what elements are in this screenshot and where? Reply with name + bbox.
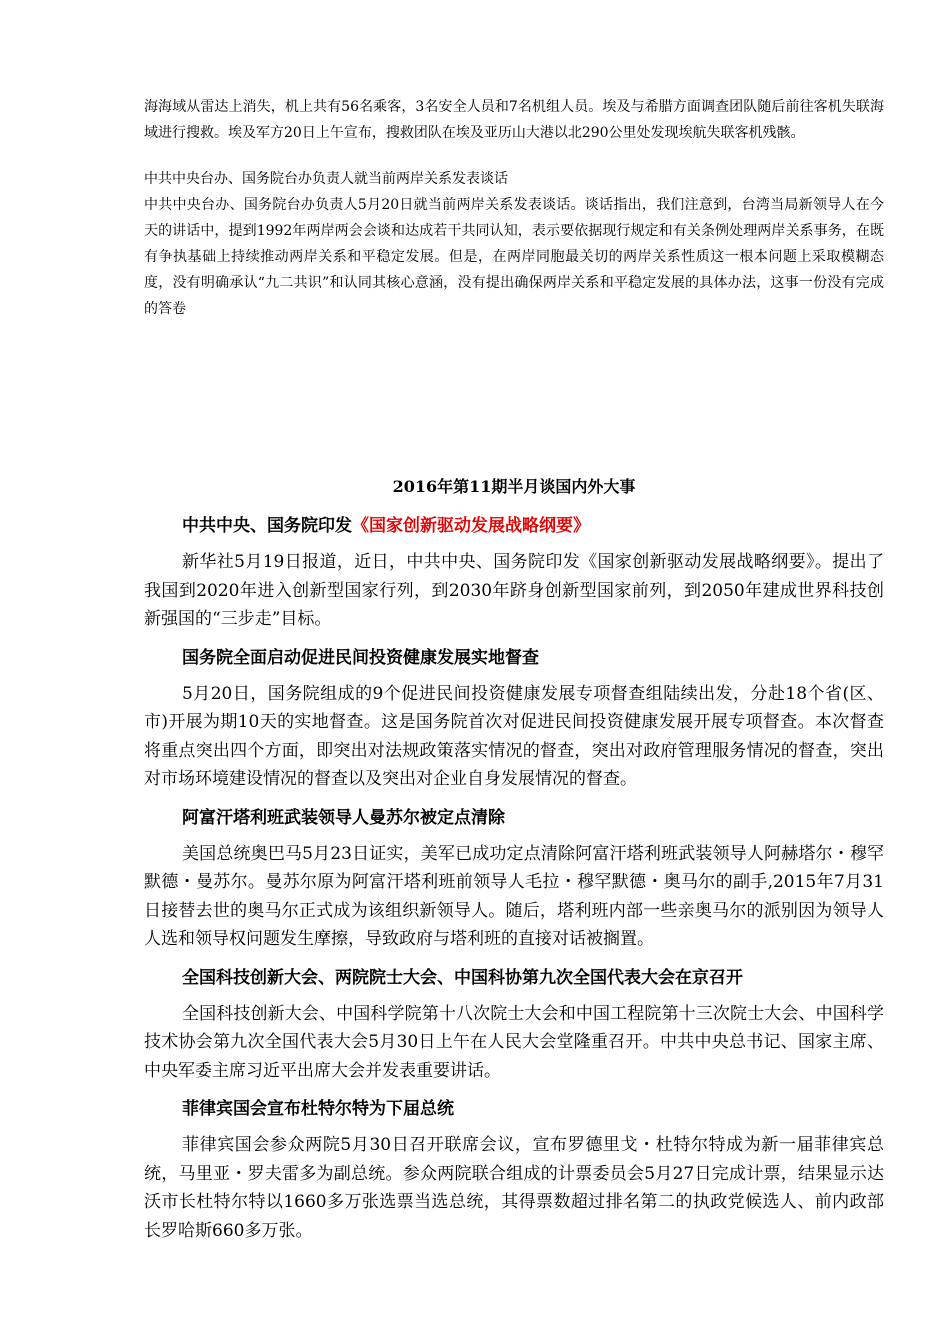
news-title [144, 1093, 884, 1125]
news-item [144, 1093, 884, 1245]
talk-title: 中共中央台办、国务院台办负责人就当前两岸关系发表谈话 [144, 171, 508, 187]
news-title-text: 国务院全面启动促进民间投资健康发展实地督查 [182, 647, 539, 668]
news-body: 新华社5月19日报道，近日，中共中央、国务院印发《国家创新驱动发展战略纲要》。提出了我国到2020年进入创新型国家行列，到2030年跻身创新型国家前列，到2050年建成世界科技创新强国的“三步走”目标。 [144, 552, 884, 629]
talk-body: 中共中央台办、国务院台办负责人5月20日就当前两岸关系发表谈话。谈话指出，我们注意到，台湾当局新领导人在今天的讲话中，提到1992年两岸两会会谈和达成若干共同认知，表示要依据现行规定和有关条例处理两岸关系事务，在既有争执基础上持续推动两岸关系和平稳定发展。但是，在两岸同胞最关切的两岸关系性质这一根本问题上采取模糊态度，没有明确承认“九二共识”和认同其核心意涵，没有提出确保两岸关系和平稳定发展的具体办法，这事一份没有完成的答卷 [144, 197, 884, 317]
news-item [144, 802, 884, 954]
news-list [144, 510, 884, 1253]
news-item [144, 510, 884, 634]
news-title [144, 962, 884, 994]
news-title-text: 中共中央、国务院印发 [182, 516, 352, 536]
news-title [144, 510, 884, 542]
news-title-highlight: 《国家创新驱动发展战略纲要》 [352, 516, 590, 536]
news-title-text: 阿富汗塔利班武装领导人曼苏尔被定点清除 [182, 807, 505, 828]
issue-title: 2016年第11期半月谈国内外大事 [392, 477, 636, 496]
news-title [144, 802, 884, 834]
news-title-text: 全国科技创新大会、两院院士大会、中国科协第九次全国代表大会在京召开 [182, 967, 743, 988]
talk-section [144, 166, 884, 322]
intro-section [144, 94, 884, 146]
news-item [144, 642, 884, 794]
document-page [144, 94, 884, 1241]
news-body: 菲律宾国会参众两院5月30日召开联席会议，宣布罗德里戈・杜特尔特成为新一届菲律宾总统，马里亚・罗夫雷多为副总统。参众两院联合组成的计票委员会5月27日完成计票，结果显示达沃市长杜特尔特以1660多万张选票当选总统，其得票数超过排名第二的执政党候选人、前内政部长罗哈斯660多万张。 [144, 1135, 884, 1241]
news-item [144, 962, 884, 1086]
news-body: 全国科技创新大会、中国科学院第十八次院士大会和中国工程院第十三次院士大会、中国科学技术协会第九次全国代表大会5月30日上午在人民大会堂隆重召开。中共中央总书记、国家主席、中央军委主席习近平出席大会并发表重要讲话。 [144, 1003, 884, 1081]
news-body: 5月20日，国务院组成的9个促进民间投资健康发展专项督查组陆续出发，分赴18个省(区、市)开展为期10天的实地督查。这是国务院首次对促进民间投资健康发展开展专项督查。本次督查将重点突出四个方面，即突出对法规政策落实情况的督查，突出对政府管理服务情况的督查，突出对市场环境建设情况的督查以及突出对企业自身发展情况的督查。 [144, 683, 884, 789]
news-title-text: 菲律宾国会宣布杜特尔特为下届总统 [182, 1099, 454, 1119]
intro-paragraph: 海海域从雷达上消失，机上共有56名乘客，3名安全人员和7名机组人员。埃及与希腊方面调查团队随后前往客机失联海域进行搜救。埃及军方20日上午宣布，搜救团队在埃及亚历山大港以北290公里处发现埃航失联客机残骸。 [144, 99, 884, 141]
news-title [144, 642, 884, 674]
news-body: 美国总统奥巴马5月23日证实，美军已成功定点清除阿富汗塔利班武装领导人阿赫塔尔・穆罕默德・曼苏尔。曼苏尔原为阿富汗塔利班前领导人毛拉・穆罕默德・奥马尔的副手,2015年7月31日接替去世的奥马尔正式成为该组织新领导人。随后，塔利班内部一些亲奥马尔的派别因为领导人人选和领导权问题发生摩擦，导致政府与塔利班的直接对话被搁置。 [144, 843, 884, 949]
